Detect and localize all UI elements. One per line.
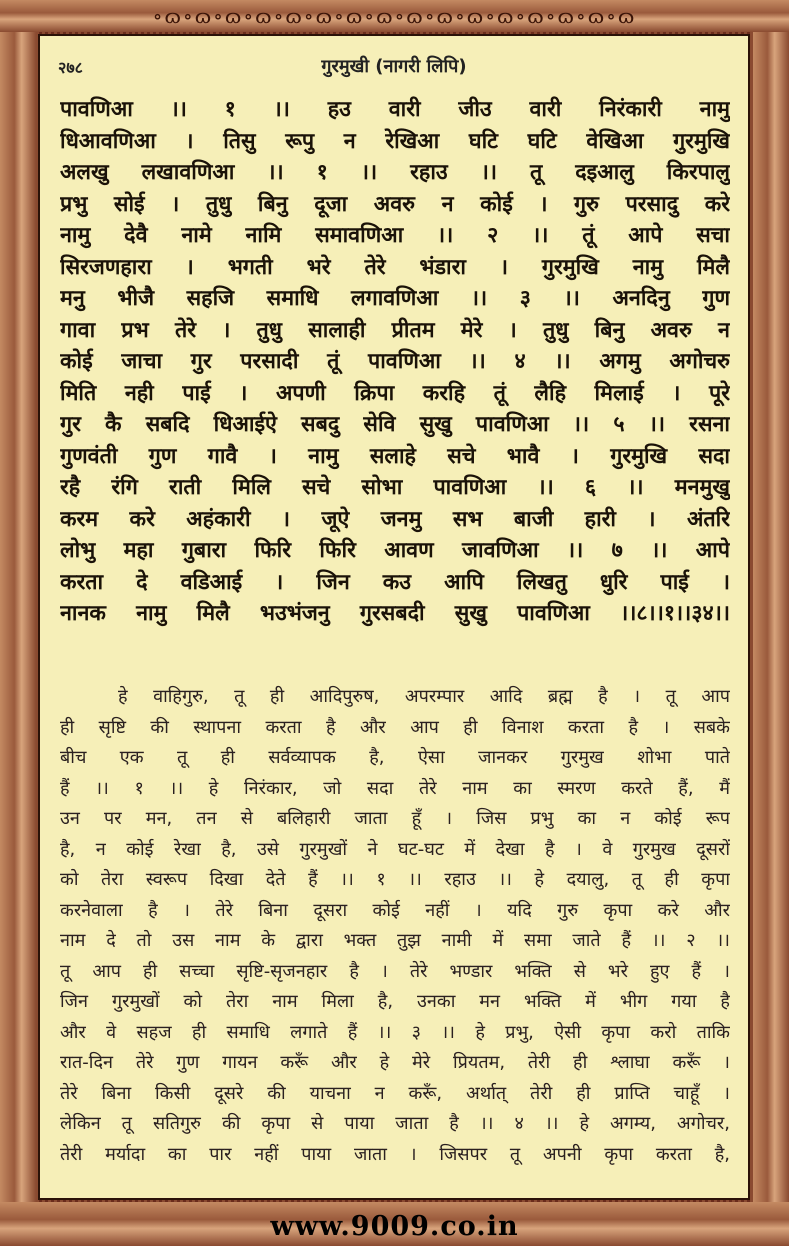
text-line: तू आप ही सच्चा सृष्टि-सृजनहार है । तेरे भण्डार भक्ति से भरे हुए हैं । xyxy=(60,960,730,982)
text-line: हे वाहिगुरु, तू ही आदिपुरुष, अपरम्पार आदि ब्रह्म है । तू आप xyxy=(118,686,730,707)
page xyxy=(38,34,750,1200)
text-line: करम करे अहंकारी । जूऐ जनमु सभ बाजी हारी । अंतरि xyxy=(60,506,730,532)
top-ornament-glyphs: ∘ɷ∘ɷ∘ɷ∘ɷ∘ɷ∘ɷ∘ɷ∘ɷ∘ɷ∘ɷ∘ɷ∘ɷ∘ɷ∘ɷ∘ɷ∘ɷ xyxy=(152,4,637,28)
gurmukhi-text-block xyxy=(60,94,730,630)
text-line: और वे सहज ही समाधि लगाते हैं ।। ३ ।। हे प्रभु, ऐसी कृपा करो ताकि xyxy=(60,1021,730,1043)
text-line: तेरे बिना किसी दूसरे की याचना न करूँ, अर्थात् तेरी ही प्राप्ति चाहूँ । xyxy=(60,1082,730,1104)
right-ornament-band xyxy=(753,32,789,1202)
text-line: नानक नामु मिलै भउभंजनु गुरसबदी सुखु पावणिआ ।।८।।१।।३४।। xyxy=(60,601,730,626)
text-line: हैं ।। १ ।। हे निरंकार, जो सदा तेरे नाम का स्मरण करते हैं, मैं xyxy=(60,777,730,799)
left-ornament-band xyxy=(0,32,36,1202)
page-title: गुरमुखी (नागरी लिपि) xyxy=(321,56,467,77)
text-line: नाम दे तो उस नाम के द्वारा भक्त तुझ नामी में समा जाते हैं ।। २ ।। xyxy=(60,930,730,951)
top-ornament-band xyxy=(0,0,789,32)
page-number: २७८ xyxy=(58,58,83,77)
text-line: है, न कोई रेखा है, उसे गुरमुखों ने घट-घट में देखा है । वे गुरमुख दूसरों xyxy=(60,838,730,860)
text-line: रात-दिन तेरे गुण गायन करूँ और हे मेरे प्रियतम, तेरी ही श्लाघा करूँ । xyxy=(60,1052,730,1073)
text-line: ही सृष्टि की स्थापना करता है और आप ही विनाश करता है । सबके xyxy=(60,716,730,738)
text-line: पावणिआ ।। १ ।। हउ वारी जीउ वारी निरंकारी नामु xyxy=(60,97,730,122)
text-line: को तेरा स्वरूप दिखा देते हैं ।। १ ।। रहाउ ।। हे दयालु, तू ही कृपा xyxy=(60,869,730,890)
text-line: गावा प्रभ तेरे । तुधु सालाही प्रीतम मेरे । तुधु बिनु अवरु न xyxy=(60,317,730,343)
text-line: मनु भीजै सहजि समाधि लगावणिआ ।। ३ ।। अनदिनु गुण xyxy=(60,286,730,311)
text-line: नामु देवै नामे नामि समावणिआ ।। २ ।। तूं आपे सचा xyxy=(60,223,730,248)
hindi-translation-block xyxy=(60,682,730,1170)
text-line: धिआवणिआ । तिसु रूपु न रेखिआ घटि घटि वेखिआ गुरमुखि xyxy=(60,128,730,154)
text-line: प्रभु सोई । तुधु बिनु दूजा अवरु न कोई । गुरु परसादु करे xyxy=(60,191,730,217)
text-line: गुर कै सबदि धिआईऐ सबदु सेवि सुखु पावणिआ ।। ५ ।। रसना xyxy=(60,412,730,437)
text-line: जिन गुरमुखों को तेरा नाम मिला है, उनका मन भक्ति में भीग गया है xyxy=(60,991,730,1012)
text-line: अलखु लखावणिआ ।। १ ।। रहाउ ।। तू दइआलु किरपालु xyxy=(60,160,730,185)
text-line: तेरी मर्यादा का पार नहीं पाया जाता । जिसपर तू अपनी कृपा करता है, xyxy=(60,1143,730,1165)
text-line: मिति नही पाई । अपणी क्रिपा करहि तूं लैहि मिलाई । पूरे xyxy=(60,380,730,406)
text-line: लेकिन तू सतिगुरु की कृपा से पाया जाता है ।। ४ ।। हे अगम्य, अगोचर, xyxy=(60,1113,730,1134)
text-line: उन पर मन, तन से बलिहारी जाता हूँ । जिस प्रभु का न कोई रूप xyxy=(60,808,730,829)
text-line: बीच एक तू ही सर्वव्यापक है, ऐसा जानकर गुरमुख शोभा पाते xyxy=(60,747,730,768)
text-line: कोई जाचा गुर परसादी तूं पावणिआ ।। ४ ।। अगमु अगोचरु xyxy=(60,349,730,374)
text-line: करनेवाला है । तेरे बिना दूसरा कोई नहीं । यदि गुरु कृपा करे और xyxy=(60,899,730,921)
website-url: www.9009.co.in xyxy=(270,1211,519,1242)
page-header xyxy=(38,52,750,82)
text-line: करता दे वडिआई । जिन कउ आपि लिखतु धुरि पाई । xyxy=(60,569,730,595)
text-line: गुणवंती गुण गावै । नामु सलाहे सचे भावै । गुरमुखि सदा xyxy=(60,443,730,469)
text-line: सिरजणहारा । भगती भरे तेरे भंडारा । गुरमुखि नामु मिलै xyxy=(60,254,730,280)
text-line: लोभु महा गुबारा फिरि फिरि आवण जावणिआ ।। ७ ।। आपे xyxy=(60,538,730,563)
text-line: रहै रंगि राती मिलि सचे सोभा पावणिआ ।। ६ ।। मनमुखु xyxy=(60,475,730,500)
